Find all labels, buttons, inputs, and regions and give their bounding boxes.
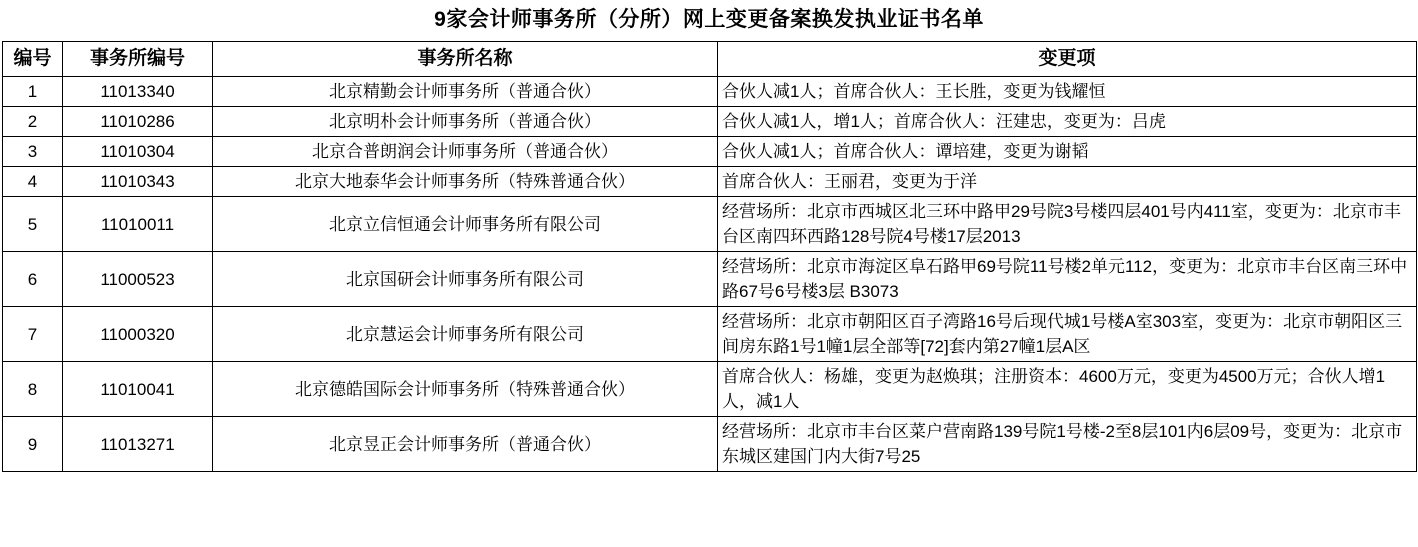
cell-firm-name: 北京昱正会计师事务所（普通合伙） [213,417,718,472]
cell-firm-name: 北京德皓国际会计师事务所（特殊普通合伙） [213,362,718,417]
firm-change-table [2,41,1417,472]
cell-no: 9 [3,417,63,472]
page-title: 9家会计师事务所（分所）网上变更备案换发执业证书名单 [434,8,984,31]
cell-firm-name: 北京立信恒通会计师事务所有限公司 [213,197,718,252]
cell-firm-code: 11010041 [63,362,213,417]
cell-firm-name: 北京合普朗润会计师事务所（普通合伙） [213,137,718,167]
cell-firm-code: 11010286 [63,107,213,137]
cell-no: 8 [3,362,63,417]
table-row [3,107,1417,137]
table-row [3,417,1417,472]
table-header [3,42,1417,77]
cell-firm-code: 11013271 [63,417,213,472]
column-header-firm-name: 事务所名称 [213,42,718,77]
table-row [3,77,1417,107]
cell-change-items: 合伙人减1人；首席合伙人：王长胜，变更为钱耀恒 [718,77,1417,107]
column-header-firm-code: 事务所编号 [63,42,213,77]
cell-firm-name: 北京大地泰华会计师事务所（特殊普通合伙） [213,167,718,197]
cell-firm-code: 11013340 [63,77,213,107]
cell-firm-code: 11000320 [63,307,213,362]
cell-no: 1 [3,77,63,107]
cell-no: 4 [3,167,63,197]
cell-firm-name: 北京精勤会计师事务所（普通合伙） [213,77,718,107]
cell-change-items: 首席合伙人：杨雄，变更为赵焕琪；注册资本：4600万元，变更为4500万元；合伙人增1人，减1人 [718,362,1417,417]
cell-firm-name: 北京明朴会计师事务所（普通合伙） [213,107,718,137]
cell-no: 2 [3,107,63,137]
table-header-row [3,42,1417,77]
table-row [3,307,1417,362]
table-body [3,77,1417,472]
cell-firm-code: 11010343 [63,167,213,197]
cell-change-items: 经营场所：北京市西城区北三环中路甲29号院3号楼四层401号内411室，变更为：北京市丰台区南四环西路128号院4号楼17层2013 [718,197,1417,252]
cell-firm-code: 11010011 [63,197,213,252]
cell-change-items: 经营场所：北京市丰台区菜户营南路139号院1号楼-2至8层101内6层09号，变更为：北京市东城区建国门内大街7号25 [718,417,1417,472]
cell-no: 5 [3,197,63,252]
cell-change-items: 合伙人减1人，增1人；首席合伙人：汪建忠，变更为：吕虎 [718,107,1417,137]
cell-no: 6 [3,252,63,307]
cell-change-items: 经营场所：北京市海淀区阜石路甲69号院11号楼2单元112，变更为：北京市丰台区南三环中路67号6号楼3层 B3073 [718,252,1417,307]
column-header-no: 编号 [3,42,63,77]
cell-change-items: 首席合伙人：王丽君，变更为于洋 [718,167,1417,197]
cell-firm-code: 11010304 [63,137,213,167]
column-header-change-items: 变更项 [718,42,1417,77]
cell-firm-name: 北京国研会计师事务所有限公司 [213,252,718,307]
table-row [3,252,1417,307]
cell-firm-code: 11000523 [63,252,213,307]
cell-no: 7 [3,307,63,362]
cell-firm-name: 北京慧运会计师事务所有限公司 [213,307,718,362]
cell-change-items: 合伙人减1人；首席合伙人：谭培建，变更为谢韬 [718,137,1417,167]
table-row [3,167,1417,197]
table-row [3,137,1417,167]
cell-change-items: 经营场所：北京市朝阳区百子湾路16号后现代城1号楼A室303室，变更为：北京市朝阳区三间房东路1号1幢1层全部等[72]套内第27幢1层A区 [718,307,1417,362]
table-row [3,362,1417,417]
table-row [3,197,1417,252]
cell-no: 3 [3,137,63,167]
